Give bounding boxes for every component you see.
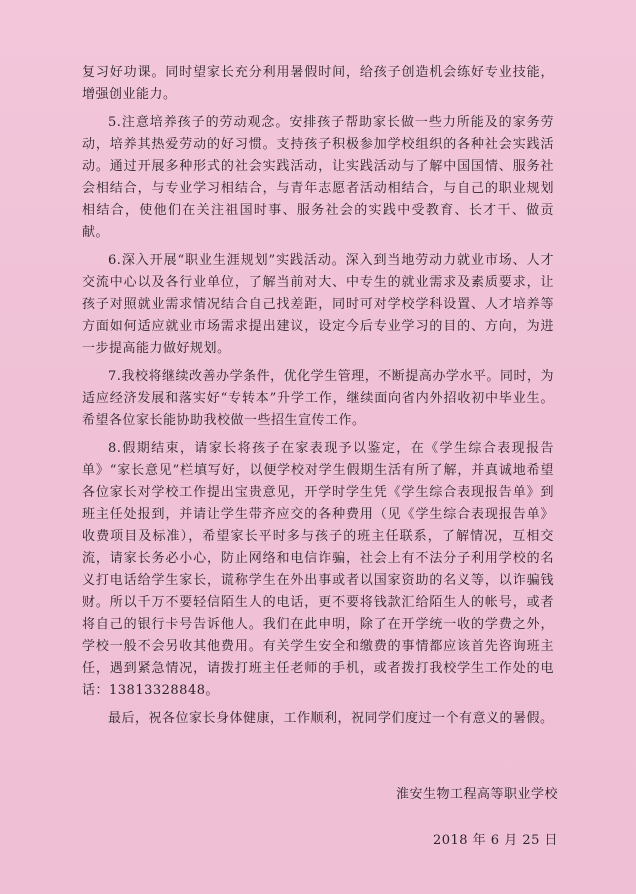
letter-date: 2018 年 6 月 25 日 — [432, 833, 558, 848]
paragraph-item-5: 5.注意培养孩子的劳动观念。安排孩子帮助家长做一些力所能及的家务劳动，培养其热爱劳动的好习惯。支持孩子积极参加学校组织的各种社会实践活动。通过开展多种形式的社会实践活动，让实践活动与了解中国国情、服务社会相结合，与专业学习相结合，与青年志愿者活动相结合，与自己的职业规划相结合，使他们在关注祖国时事、服务社会的实践中受教育、长才干、做贡献。 — [82, 115, 554, 240]
paragraph-item-8: 8.假期结束，请家长将孩子在家表现予以鉴定，在《学生综合表现报告单》“家长意见”栏填写好，以便学校对学生假期生活有所了解，并真诚地希望各位家长对学校工作提出宝贵意见，开学时学生凭《学生综合表现报告单》到班主任处报到，并请让学生带齐应交的各种费用（见《学生综合表现报告单》收费项目及标准），希望家长平时多与孩子的班主任联系，了解情况，互相交流，请家长务必小心，防止网络和电信诈骗，社会上有不法分子利用学校的名义打电话给学生家长，谎称学生在外出事或者以国家资助的名义等，以诈骗钱财。所以千万不要轻信陌生人的电话，更不要将钱款汇给陌生人的帐号，或者将自己的银行卡号告诉他人。我们在此申明，除了在开学统一收的学费之外，学校一般不会另收其他费用。有关学生安全和缴费的事情都应该首先咨询班主任，遇到紧急情况，请拨打班主任老师的手机，或者拨打我校学生工作处的电话：13813328848。 — [82, 441, 554, 698]
paragraph-continuation: 复习好功课。同时望家长充分利用暑假时间，给孩子创造机会练好专业技能，增强创业能力。 — [82, 65, 554, 102]
paragraph-item-7: 7.我校将继续改善办学条件，优化学生管理，不断提高办学水平。同时，为适应经济发展和落实好“专转本”升学工作，继续面向省内外招收初中毕业生。希望各位家长能协助我校做一些招生宣传工作。 — [82, 369, 554, 428]
school-signature: 淮安生物工程高等职业学校 — [395, 787, 558, 802]
paragraph-item-6: 6.深入开展“职业生涯规划”实践活动。深入到当地劳动力就业市场、人才交流中心以及各行业单位，了解当前对大、中专生的就业需求及素质要求，让孩子对照就业需求情况结合自己找差距，同时可对学校学科设置、人才培养等方面如何适应就业市场需求提出建议，设定今后专业学习的目的、方向，为进一步提高能力做好规划。 — [82, 253, 554, 356]
paragraph-closing: 最后，祝各位家长身体健康，工作顺利，祝同学们度过一个有意义的暑假。 — [108, 711, 554, 726]
letter-body — [82, 62, 554, 736]
